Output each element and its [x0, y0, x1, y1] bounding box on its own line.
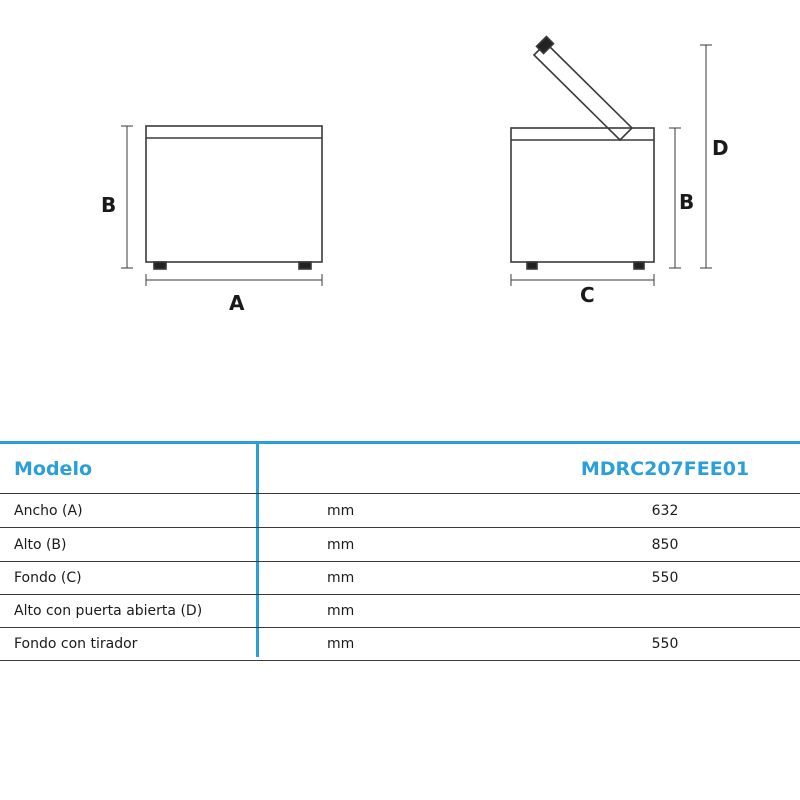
table-row: [0, 528, 800, 562]
open-height-label: D: [712, 136, 729, 160]
side-body: [511, 128, 654, 262]
side-height-label: B: [679, 190, 695, 214]
table-row: [0, 561, 800, 595]
side-foot-left: [527, 262, 537, 269]
table-row: [0, 594, 800, 628]
row-label: Fondo con tirador: [14, 635, 138, 652]
front-body: [146, 126, 322, 262]
row-value: 850: [651, 536, 679, 553]
row-unit: mm: [327, 635, 355, 652]
front-height-label: B: [101, 193, 117, 217]
row-value: 550: [651, 569, 679, 586]
row-unit: mm: [327, 502, 355, 519]
row-unit: mm: [327, 569, 355, 586]
row-label: Alto (B): [14, 536, 67, 553]
row-label: Ancho (A): [14, 502, 83, 519]
side-view: [511, 37, 712, 286]
front-width-label: A: [229, 291, 245, 315]
row-value: 632: [651, 502, 679, 519]
table-row: [0, 627, 800, 661]
open-lid: [534, 43, 632, 140]
row-label: Alto con puerta abierta (D): [14, 602, 203, 619]
model-code: MDRC207FEE01: [580, 457, 750, 480]
front-foot-right: [299, 262, 311, 269]
row-unit: mm: [327, 536, 355, 553]
front-view: [121, 126, 322, 286]
front-foot-left: [154, 262, 166, 269]
model-header-label: Modelo: [14, 457, 93, 480]
row-unit: mm: [327, 602, 355, 619]
table-header-row: [0, 444, 800, 494]
row-label: Fondo (C): [14, 569, 82, 586]
row-value: [560, 594, 770, 627]
side-depth-label: C: [580, 283, 595, 307]
table-row: [0, 494, 800, 528]
row-value: 550: [651, 635, 679, 652]
side-foot-right: [634, 262, 644, 269]
